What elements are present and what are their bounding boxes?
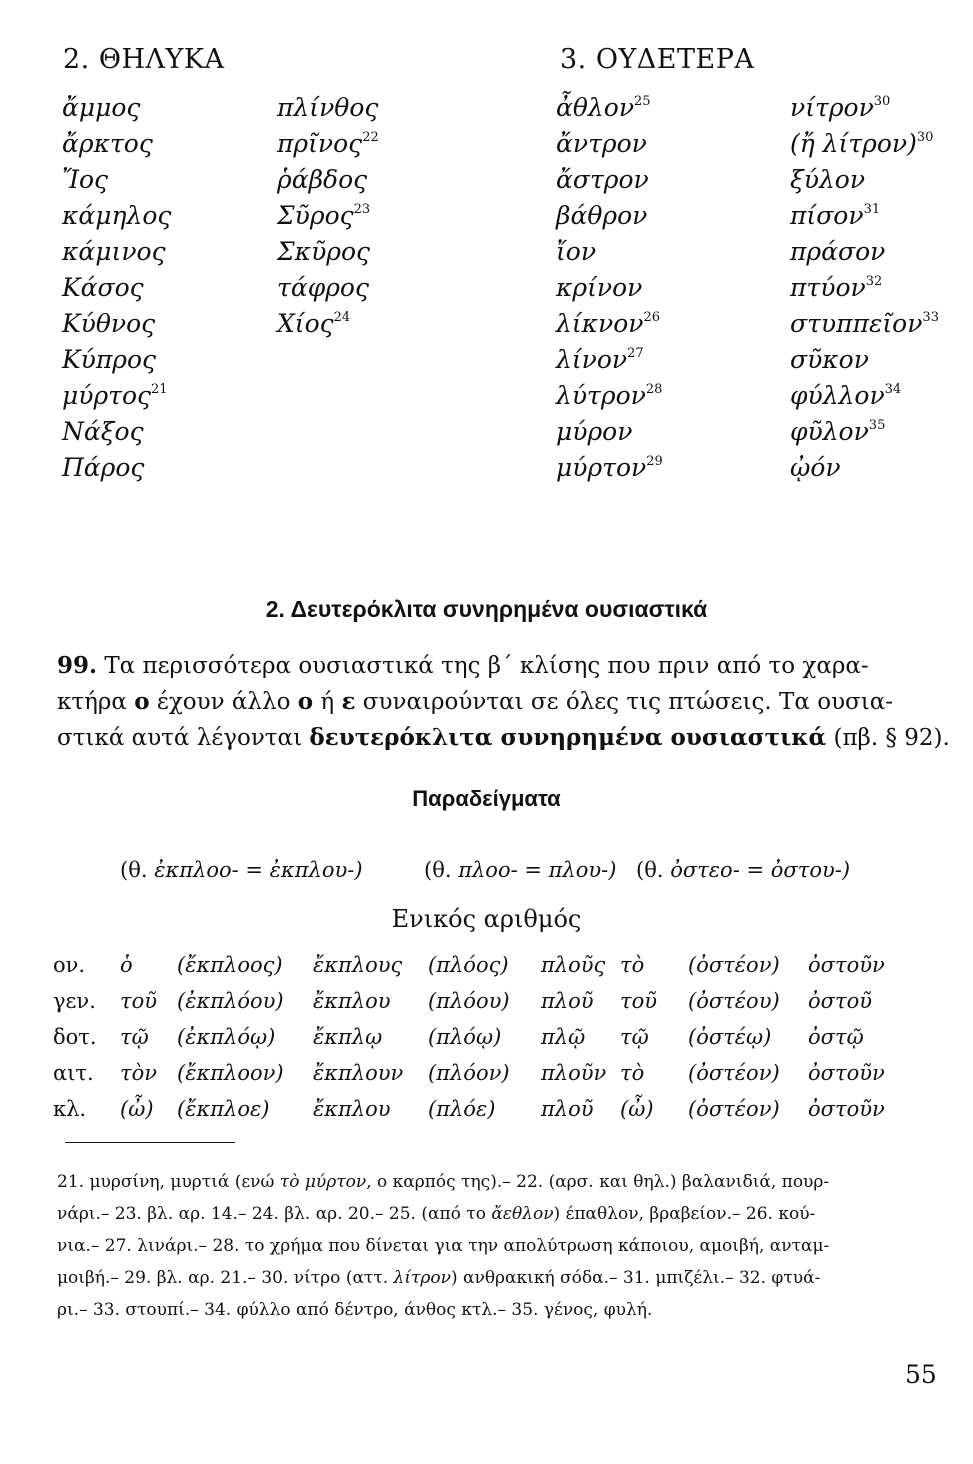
word-text: πτύον [790, 273, 866, 302]
footnote-text: ) έπαθλον, βραβείον.– 26. κού- [553, 1204, 816, 1224]
word-text: Ἴος [62, 165, 109, 194]
word-text: κάμηλος [62, 201, 172, 230]
footnote-ref: 30 [873, 94, 891, 109]
declension-form: (ὀστέον) [688, 1061, 780, 1085]
paragraph-99 [57, 648, 950, 756]
declension-form: (πλόε) [428, 1097, 496, 1121]
word-entry [556, 378, 663, 414]
paragraph-number: 99. [57, 652, 98, 679]
word-text: βάθρον [556, 201, 648, 230]
case-label: κλ. [53, 1097, 87, 1121]
bold-term: δευτερόκλιτα συνηρημένα ουσιαστικά [309, 724, 827, 751]
word-entry [556, 234, 663, 270]
declension-form: τῷ [620, 1025, 649, 1049]
footnote-italic: τὸ μύρτον [279, 1172, 367, 1192]
word-text: ξύλον [790, 165, 866, 194]
declension-form: (πλόῳ) [428, 1025, 502, 1049]
word-entry [62, 342, 171, 378]
word-text: Κύθνος [62, 309, 156, 338]
declension-form: ὀστοῦν [808, 1097, 885, 1121]
word-text: μύρτος [62, 381, 152, 410]
word-entry [62, 270, 171, 306]
declension-form: τοῦ [120, 989, 158, 1013]
word-entry [790, 126, 939, 162]
word-entry [556, 90, 663, 126]
word-entry [790, 414, 939, 450]
paragraph-line-3 [57, 720, 950, 756]
word-text: στυππεῖον [790, 309, 923, 338]
paragraph-line-2 [57, 684, 925, 720]
neuter-column-1 [556, 90, 663, 486]
stem-form: ἐκπλοο- = ἐκπλου-) [154, 858, 363, 882]
word-text: ἴον [556, 237, 597, 266]
word-entry [277, 90, 379, 126]
footnote-line [57, 1262, 927, 1294]
word-text: πίσον [790, 201, 864, 230]
footnote-ref: 21 [151, 382, 168, 397]
word-text: λίνον [556, 345, 628, 374]
word-entry [277, 306, 379, 342]
stem-form: ὀστεο- = ὀστου-) [670, 858, 851, 882]
paragraph-text: (πβ. § 92). [826, 725, 950, 751]
word-text: Νάξος [62, 417, 144, 446]
word-text: πλίνθος [277, 93, 379, 122]
feminine-column-2 [277, 90, 379, 342]
declension-form: (πλόον) [428, 1061, 510, 1085]
word-text: Κάσος [62, 273, 144, 302]
stem-note-3 [636, 858, 850, 882]
declension-form: ὀστοῦ [808, 989, 873, 1013]
word-entry [277, 198, 379, 234]
stem-label: (θ. [120, 858, 155, 882]
examples-title: Παραδείγματα [412, 786, 561, 811]
word-text: ἄστρον [556, 165, 649, 194]
word-entry [277, 270, 379, 306]
declension-form: πλοῦν [541, 1061, 607, 1085]
case-label: αιτ. [53, 1061, 94, 1085]
word-entry [277, 234, 379, 270]
footnote-ref: 27 [627, 346, 644, 361]
word-text: φῦλον [790, 417, 869, 446]
declension-form: ὀστῷ [808, 1025, 864, 1049]
word-text: ῥάβδος [277, 165, 368, 194]
paragraph-text: στικά αυτά λέγονται [57, 725, 310, 751]
word-text: (ἤ λίτρον) [790, 129, 917, 158]
word-text: μύρτον [556, 453, 647, 482]
footnote-text: , ο καρπός της).– 22. (αρσ. και θηλ.) βαλανιδιά, πουρ- [366, 1172, 830, 1192]
declension-form: πλῷ [541, 1025, 586, 1049]
declension-form: ἔκπλῳ [313, 1025, 383, 1049]
declension-form: τὸ [620, 953, 645, 977]
word-text: πρῖνος [277, 129, 363, 158]
word-entry [556, 198, 663, 234]
word-entry [62, 198, 171, 234]
paragraph-text: ή [313, 689, 342, 715]
paragraph-line-1 [57, 648, 925, 684]
declension-form: ὁ [120, 953, 133, 977]
footnote-text: ) ανθρακική σόδα.– 31. μπιζέλι.– 32. φτυά- [450, 1268, 821, 1288]
section-title: 2. Δευτερόκλιτα συνηρημένα ουσιαστικά [265, 596, 708, 622]
declension-form: (ἔκπλοον) [177, 1061, 284, 1085]
word-text: ἆθλον [556, 93, 635, 122]
word-entry [790, 162, 939, 198]
word-entry [556, 306, 663, 342]
word-entry [62, 378, 171, 414]
word-entry [790, 378, 939, 414]
word-entry [62, 234, 171, 270]
feminine-column-1 [62, 90, 171, 486]
declension-form: (ὀστέου) [688, 989, 780, 1013]
word-text: κρίνον [556, 273, 643, 302]
declension-form: (ὀστέῳ) [688, 1025, 772, 1049]
stem-label: (θ. [424, 858, 459, 882]
declension-form: ὀστοῦν [808, 953, 885, 977]
declension-form: (ὦ) [120, 1097, 154, 1121]
word-text: ἄρκτος [62, 129, 153, 158]
feminine-heading: 2. ΘΗΛΥΚΑ [63, 44, 225, 75]
neuter-heading: 3. ΟΥΔΕΤΕΡΑ [560, 44, 755, 75]
bold-letter: ο [134, 688, 150, 715]
word-entry [790, 198, 939, 234]
declension-form: ἔκπλου [313, 1097, 391, 1121]
word-text: κάμινος [62, 237, 166, 266]
bold-letter: ο [297, 688, 314, 715]
footnote-ref: 26 [643, 310, 661, 325]
declension-form: πλοῦ [541, 1097, 594, 1121]
footnote-ref: 25 [634, 94, 651, 109]
footnote-rule [65, 1142, 235, 1143]
word-entry [790, 234, 939, 270]
word-entry [790, 342, 939, 378]
word-entry [277, 126, 379, 162]
word-entry [556, 342, 663, 378]
paragraph-text: συναιρούνται σε όλες τις πτώσεις. Τα ουσια- [355, 689, 894, 715]
footnote-ref: 24 [333, 310, 351, 325]
word-text: Σκῦρος [277, 237, 371, 266]
bold-letter: ε [341, 688, 356, 715]
footnote-ref: 32 [865, 274, 883, 289]
footnote-line [57, 1198, 927, 1230]
paragraph-text: έχουν άλλο [149, 689, 298, 715]
footnote-ref: 34 [884, 382, 902, 397]
declension-form: (ἐκπλόῳ) [177, 1025, 276, 1049]
word-text: λύτρον [556, 381, 646, 410]
word-text: Χίος [277, 309, 334, 338]
word-entry [277, 162, 379, 198]
footnote-ref: 29 [646, 454, 663, 469]
stem-note-1 [120, 858, 363, 882]
declension-form: (ἐκπλόου) [177, 989, 284, 1013]
word-entry [62, 162, 171, 198]
word-text: ἄντρον [556, 129, 647, 158]
stem-note-2 [424, 858, 616, 882]
word-text: Πάρος [62, 453, 145, 482]
declension-form: ἔκπλου [313, 989, 391, 1013]
declension-form: πλοῦ [541, 989, 594, 1013]
footnote-ref: 22 [362, 130, 379, 145]
declension-form: ἔκπλουν [313, 1061, 404, 1085]
footnote-line: νια.– 27. λινάρι.– 28. το χρήμα που δίνεται για την απολύτρωση κάποιου, αμοιβή, ανταμ- [57, 1236, 830, 1256]
word-text: φύλλον [790, 381, 885, 410]
word-text: μύρον [556, 417, 633, 446]
footnote-ref: 35 [868, 418, 886, 433]
case-label: ον. [53, 953, 86, 977]
declension-form: (πλόου) [428, 989, 510, 1013]
word-text: πράσον [790, 237, 886, 266]
footnote-ref: 31 [863, 202, 881, 217]
word-entry [62, 306, 171, 342]
word-entry [62, 90, 171, 126]
declension-form: τὸν [120, 1061, 158, 1085]
word-entry [556, 450, 663, 486]
footnote-ref: 30 [916, 130, 934, 145]
declension-form: (ὀστέον) [688, 1097, 780, 1121]
stem-form: πλοο- = πλου-) [458, 858, 617, 882]
footnote-text: 21. μυρσίνη, μυρτιά (ενώ [57, 1172, 280, 1192]
word-entry [790, 450, 939, 486]
declension-form: (ἔκπλοος) [177, 953, 283, 977]
declension-form: ἔκπλους [313, 953, 403, 977]
word-text: νίτρον [790, 93, 874, 122]
word-entry [556, 414, 663, 450]
declension-form: τῷ [120, 1025, 149, 1049]
declension-form: (πλόος) [428, 953, 509, 977]
declension-form: (ὦ) [620, 1097, 654, 1121]
word-entry [556, 126, 663, 162]
footnote-line [57, 1166, 927, 1198]
number-label: Ενικός αριθμός [391, 905, 582, 933]
case-label: δοτ. [53, 1025, 97, 1049]
word-text: ἄμμος [62, 93, 141, 122]
stem-label: (θ. [636, 858, 671, 882]
footnote-italic: λίτρον [393, 1268, 451, 1288]
neuter-column-2 [790, 90, 939, 486]
word-text: Σῦρος [277, 201, 354, 230]
footnote-line: ρι.– 33. στουπί.– 34. φύλλο από δέντρο, άνθος κτλ.– 35. γένος, φυλή. [57, 1300, 653, 1320]
word-text: τάφρος [277, 273, 369, 302]
footnote-text: μοιβή.– 29. βλ. αρ. 21.– 30. νίτρο (αττ. [57, 1268, 394, 1288]
declension-form: (ἔκπλοε) [177, 1097, 270, 1121]
declension-form: ὀστοῦν [808, 1061, 885, 1085]
word-entry [790, 90, 939, 126]
word-text: λίκνον [556, 309, 644, 338]
declension-form: (ὀστέον) [688, 953, 780, 977]
word-entry [556, 270, 663, 306]
declension-form: τὸ [620, 1061, 645, 1085]
word-text: ᾠόν [790, 453, 841, 482]
paragraph-text: κτήρα [57, 689, 135, 715]
footnote-ref: 33 [922, 310, 939, 325]
footnote-italic: ἄεθλον [491, 1204, 554, 1224]
word-entry [62, 126, 171, 162]
word-entry [556, 162, 663, 198]
declension-form: τοῦ [620, 989, 658, 1013]
paragraph-text: Τα περισσότερα ουσιαστικά της β΄ κλίσης που πριν από το χαρα- [97, 653, 869, 679]
word-text: σῦκον [790, 345, 869, 374]
footnote-ref: 28 [645, 382, 663, 397]
word-entry [62, 450, 171, 486]
word-entry [62, 414, 171, 450]
footnotes [57, 1166, 927, 1326]
word-entry [790, 270, 939, 306]
page-number: 55 [905, 1360, 937, 1389]
footnote-ref: 23 [353, 202, 371, 217]
footnote-text: νάρι.– 23. βλ. αρ. 14.– 24. βλ. αρ. 20.– 25. (από το [57, 1204, 492, 1224]
case-label: γεν. [53, 989, 96, 1013]
declension-form: πλοῦς [541, 953, 606, 977]
word-entry [790, 306, 939, 342]
word-text: Κύπρος [62, 345, 157, 374]
